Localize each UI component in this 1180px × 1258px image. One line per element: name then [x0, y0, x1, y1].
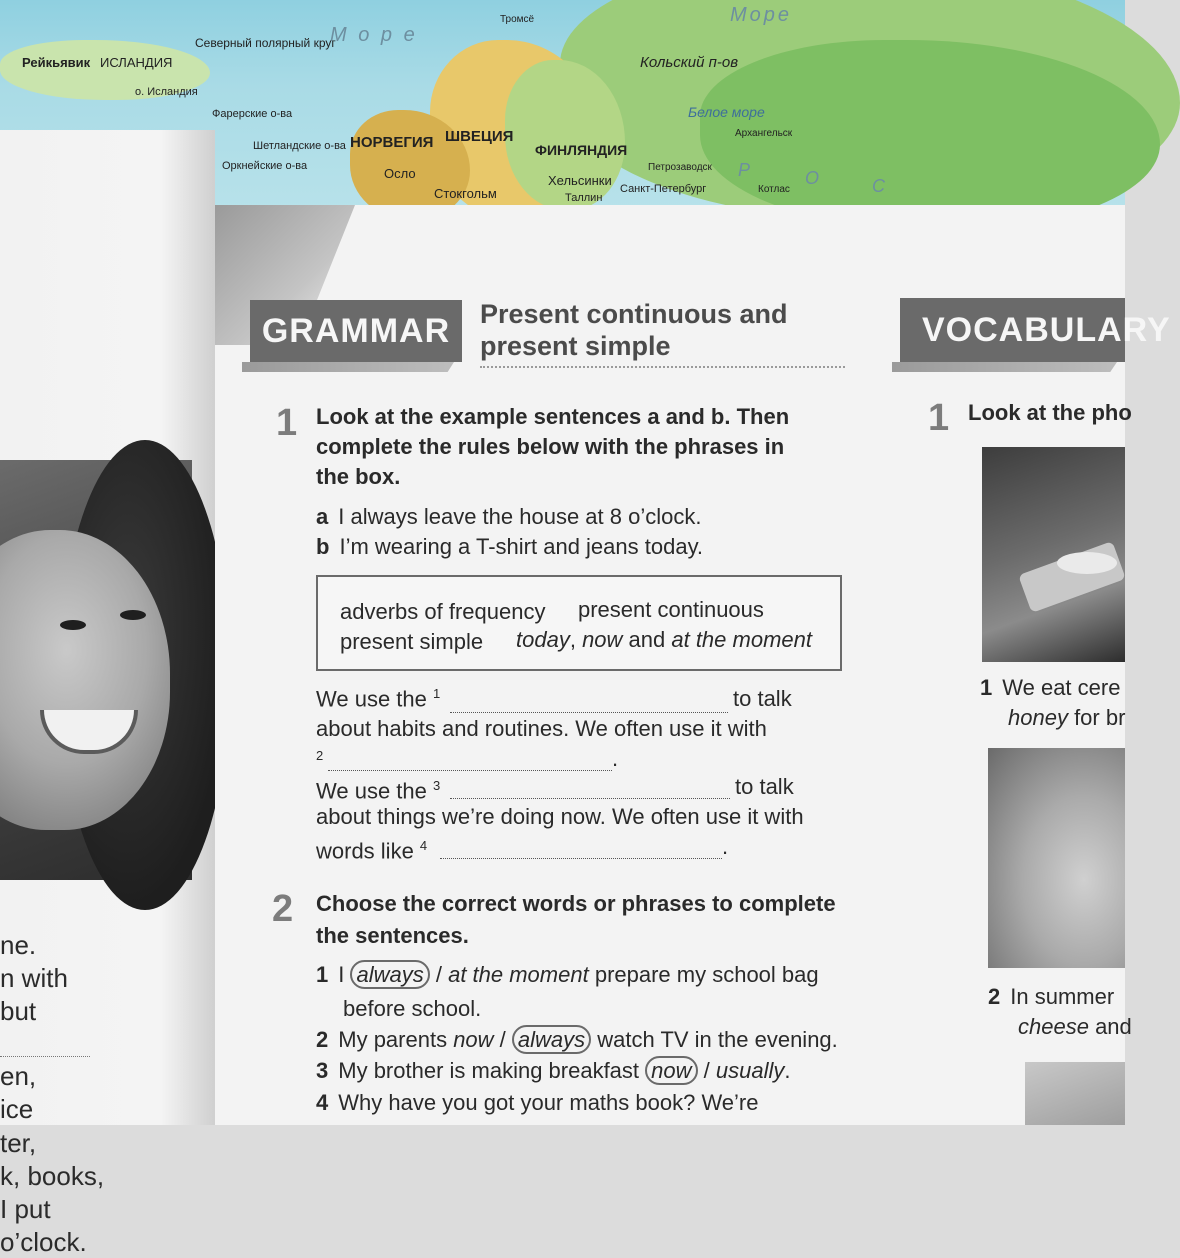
left-text-line: o’clock.	[0, 1227, 87, 1257]
blank-3[interactable]	[450, 776, 730, 799]
example-letter: a	[316, 504, 329, 529]
map-label: Хельсинки	[548, 173, 612, 188]
map-label: ИСЛАНДИЯ	[100, 55, 173, 70]
left-text-line: k, books,	[0, 1161, 105, 1191]
map-label: ФИНЛЯНДИЯ	[535, 142, 628, 158]
grammar-title-line: Present continuous and	[480, 299, 788, 329]
exercise-1-number: 1	[276, 402, 298, 444]
choice-option[interactable]: always	[350, 960, 429, 989]
map-label: Шетландские о-ва	[253, 140, 346, 152]
breakfast-photo	[982, 447, 1125, 662]
exercise-2-instruction	[316, 888, 856, 952]
vocab-item-2-cont: cheese and	[1018, 1014, 1132, 1039]
rule-2-text: about things we’re doing now. We often use it with	[316, 804, 804, 829]
rule-1-text: about habits and routines. We often use it with	[316, 716, 767, 741]
phrase-option: today, now and at the moment	[516, 627, 812, 652]
map-sea-label: М о р е	[330, 24, 418, 46]
map-label: ШВЕЦИЯ	[445, 128, 514, 145]
exercise-2-item: 2 My parents now / always watch TV in the evening.	[316, 1027, 838, 1052]
map-label: Котлас	[758, 184, 790, 195]
food-photo	[988, 748, 1125, 968]
phrase-option: present continuous	[578, 597, 764, 622]
map-label: Стокгольм	[434, 186, 497, 201]
food-photo	[1025, 1062, 1125, 1125]
vocab-exercise-1-number: 1	[928, 397, 950, 439]
map-label: Таллин	[565, 192, 603, 204]
blank-4[interactable]	[440, 836, 722, 859]
left-page	[0, 130, 215, 1257]
student-photo	[0, 460, 192, 880]
exercise-1-instruction	[316, 402, 836, 492]
map-label: Архангельск	[735, 128, 793, 139]
exercise-2-item: 1 I always / at the moment prepare my school bag	[316, 962, 819, 987]
grammar-title-line: present simple	[480, 331, 671, 361]
left-text-line: en,	[0, 1061, 37, 1091]
rule-2-line: We use the $^3$	[316, 778, 441, 804]
map-sea-label: Р	[738, 160, 754, 180]
left-text-line: ter,	[0, 1128, 37, 1158]
map-label: Тромсё	[500, 14, 535, 25]
choice-option[interactable]: usually	[715, 1058, 785, 1083]
map-label: Санкт-Петербург	[620, 183, 707, 195]
choice-option[interactable]: at the moment	[448, 962, 589, 987]
instruction-line: the sentences.	[316, 923, 469, 948]
choice-option[interactable]: now	[453, 1027, 494, 1052]
instruction-line: Choose the correct words or phrases to complete	[316, 891, 836, 916]
exercise-2-item-cont: before school.	[343, 996, 482, 1021]
rule-1-line: We use the $^1$	[316, 686, 441, 712]
vocab-item-2: 2 In summer	[988, 984, 1115, 1009]
example-text: I’m wearing a T-shirt and jeans today.	[339, 534, 704, 559]
map-sea-label: С	[872, 176, 888, 196]
example-letter: b	[316, 534, 330, 559]
map-label: Петрозаводск	[648, 162, 712, 173]
map-label: Кольский п-ов	[640, 54, 739, 71]
phrase-option: adverbs of frequency	[340, 599, 546, 624]
blank-number: 2	[316, 748, 324, 763]
example-sentence-b	[316, 534, 703, 560]
exercise-2-item: 3 My brother is making breakfast now / usually.	[316, 1058, 791, 1083]
left-text-line: n with	[0, 963, 68, 993]
map-label: Северный полярный круг	[195, 36, 336, 50]
vocabulary-header: VOCABULARY	[900, 298, 1125, 362]
left-text-line: but	[0, 996, 37, 1026]
map-sea-label: Море	[730, 4, 793, 26]
map-label: НОРВЕГИЯ	[350, 134, 434, 151]
rule-punctuation: .	[612, 746, 619, 771]
example-text: I always leave the house at 8 o’clock.	[338, 504, 702, 529]
left-text-line: I put	[0, 1194, 51, 1224]
map-label: о. Исландия	[135, 86, 198, 98]
map-label: Осло	[384, 166, 416, 181]
grammar-section-title	[480, 298, 845, 368]
left-text-line: ne.	[0, 930, 37, 960]
instruction-line: Look at the example sentences a and b. Then	[316, 404, 790, 429]
grammar-header: GRAMMAR	[250, 300, 462, 362]
rule-2-line: words like $^4$	[316, 838, 428, 864]
exercise-2-item: 4 Why have you got your maths book? We’re	[316, 1090, 759, 1115]
choice-option[interactable]: now	[645, 1056, 697, 1085]
vocab-item-1-cont: honey for br	[1008, 705, 1126, 730]
phrase-box	[316, 575, 842, 671]
vocab-item-1: 1 We eat cere	[980, 675, 1121, 700]
example-sentence-a	[316, 504, 701, 530]
map-label: Оркнейские о-ва	[222, 160, 308, 172]
instruction-line: the box.	[316, 464, 401, 489]
choice-option[interactable]: always	[512, 1025, 591, 1054]
vocab-exercise-1-instruction: Look at the pho	[968, 400, 1132, 425]
rule-punctuation: .	[722, 834, 729, 859]
rule-2-text: to talk	[735, 774, 794, 799]
left-text-line: ice	[0, 1094, 34, 1124]
map-label: Рейкьявик	[22, 55, 91, 70]
exercise-2-number: 2	[272, 888, 294, 930]
rule-1-text: to talk	[733, 686, 792, 711]
instruction-line: complete the rules below with the phrases in	[316, 434, 785, 459]
map-label: Белое море	[688, 104, 765, 120]
map-label: Фарерские о-ва	[212, 108, 293, 120]
phrase-option: present simple	[340, 629, 484, 654]
map-sea-label: О	[805, 168, 823, 188]
blank-2[interactable]	[328, 748, 612, 771]
blank-1[interactable]	[450, 690, 728, 713]
